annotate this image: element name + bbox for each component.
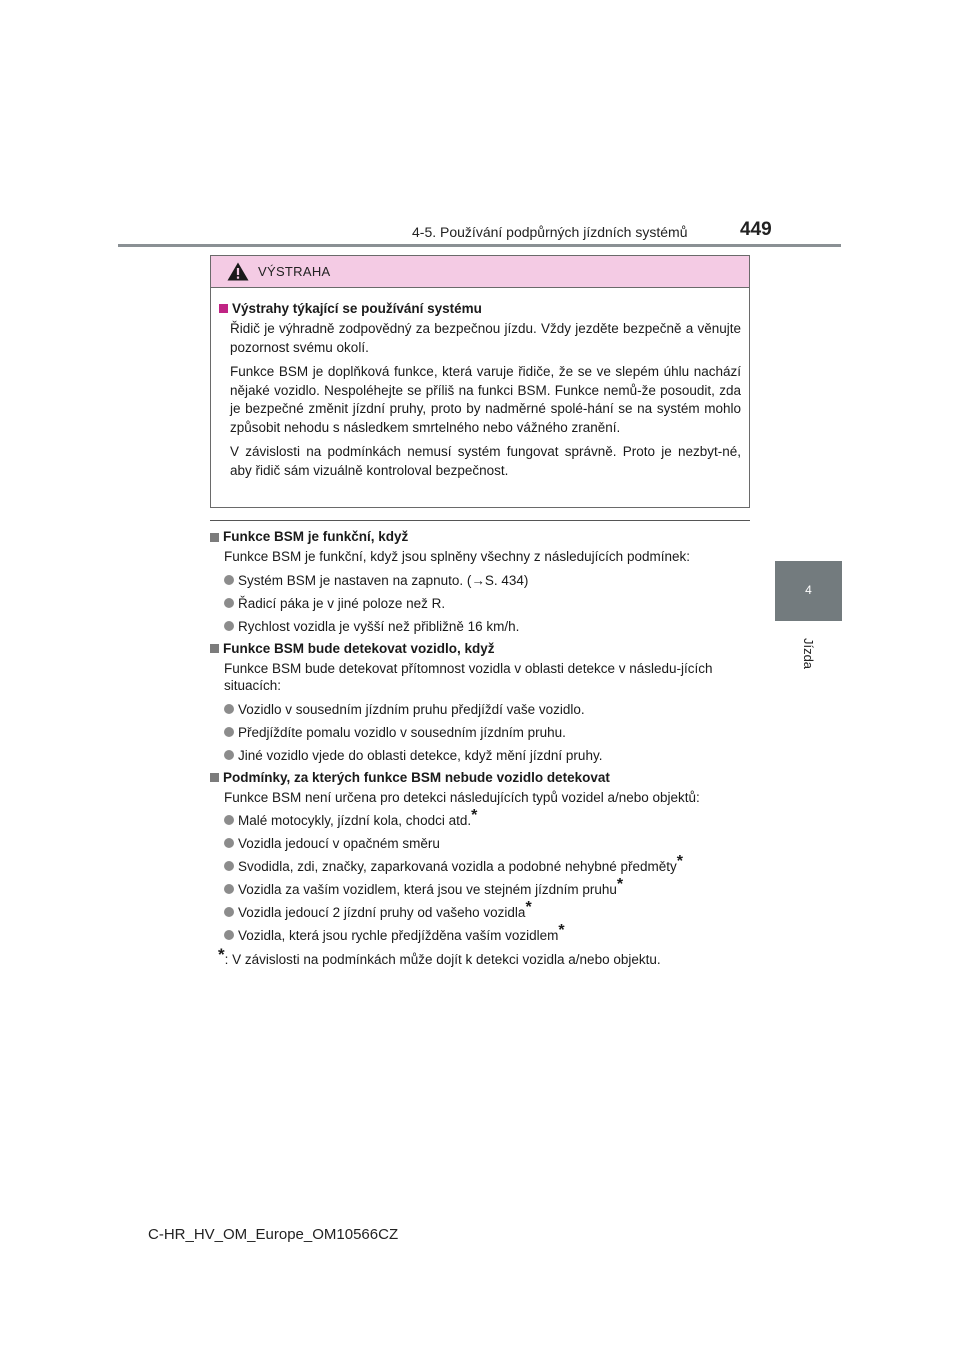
bullet-dot-icon — [224, 621, 234, 631]
section-heading — [210, 769, 752, 787]
list-item — [210, 876, 752, 898]
section-heading-text: Funkce BSM je funkční, když — [223, 529, 409, 544]
page-number: 449 — [740, 219, 772, 240]
warning-paragraph: Funkce BSM je doplňková funkce, která varuje řidiče, že se ve slepém úhlu nachází nějaké vozidlo. Nespoléhejte se příliš na funkci BSM. Funkce nemů-že posoudit, zda je bezpečné změnit jízdní pruhy, proto by nadměrné spolé-hání se na systém mohlo způsobit nehodu s následkem smrtelného nebo vážného zranění. — [230, 364, 741, 435]
chapter-tab — [775, 561, 842, 621]
square-bullet-icon — [210, 533, 219, 542]
list-item — [210, 701, 752, 718]
warning-title: VÝSTRAHA — [258, 264, 331, 279]
list-item — [210, 922, 752, 944]
list-item — [210, 618, 752, 635]
list-item-text: Jiné vozidlo vjede do oblasti detekce, když mění jízdní pruhy. — [238, 747, 603, 763]
footnote-mark: * — [525, 899, 532, 916]
warning-paragraph: V závislosti na podmínkách nemusí systém fungovat správně. Proto je nezbyt-né, aby řidič sám vizuálně kontroloval bezpečnost. — [230, 444, 741, 478]
square-bullet-icon — [210, 644, 219, 653]
list-item-text: Systém BSM je nastaven na zapnuto. (→S. 434) — [238, 572, 529, 588]
section-intro: Funkce BSM je funkční, když jsou splněny všechny z následujících podmínek: — [224, 549, 690, 564]
list-item — [210, 853, 752, 875]
list-item — [210, 724, 752, 741]
bullet-dot-icon — [224, 884, 234, 894]
list-item-text: Rychlost vozidla je vyšší než přibližně 16 km/h. — [238, 618, 520, 634]
list-item-text: Vozidla, která jsou rychle předjížděna vaším vozidlem — [238, 928, 559, 943]
section-heading-text: Podmínky, za kterých funkce BSM nebude vozidlo detekovat — [223, 769, 610, 785]
bullet-dot-icon — [224, 727, 234, 737]
chapter-label: Jízda — [800, 637, 816, 669]
footnote-mark: * — [471, 807, 478, 824]
warning-triangle-icon — [227, 262, 249, 281]
section-heading — [210, 528, 752, 546]
list-item — [210, 747, 752, 764]
list-item — [210, 807, 752, 829]
list-item-text: Řadicí páka je v jiné poloze než R. — [238, 595, 446, 611]
list-item — [210, 595, 752, 612]
footer-doc-id: C-HR_HV_OM_Europe_OM10566CZ — [148, 1226, 399, 1243]
section-intro: Funkce BSM není určena pro detekci následujících typů vozidel a/nebo objektů: — [224, 789, 700, 805]
warning-body — [211, 288, 749, 480]
bullet-dot-icon — [224, 815, 234, 825]
section-heading — [210, 640, 752, 658]
bullet-dot-icon — [224, 598, 234, 608]
list-item-text: Předjíždíte pomalu vozidlo v sousedním jízdním pruhu. — [238, 724, 566, 740]
warning-box — [210, 255, 750, 508]
list-item-text: Malé motocykly, jízdní kola, chodci atd. — [238, 813, 472, 828]
list-item — [210, 572, 752, 589]
list-item — [210, 899, 752, 921]
bullet-dot-icon — [224, 907, 234, 917]
chapter-label-wrap — [775, 624, 842, 682]
bullet-dot-icon — [224, 930, 234, 940]
header-section-title: 4-5. Používání podpůrných jízdních systémů — [412, 224, 688, 240]
square-bullet-icon — [219, 304, 228, 313]
footnote-mark: * — [616, 876, 624, 893]
warning-header — [211, 256, 749, 288]
list-item — [210, 835, 752, 852]
bullet-dot-icon — [224, 750, 234, 760]
bullet-dot-icon — [224, 861, 234, 871]
footnote — [210, 945, 752, 968]
square-bullet-icon — [210, 773, 219, 782]
footnote-text: : V závislosti na podmínkách může dojít k detekci vozidla a/nebo objektu. — [224, 952, 661, 967]
list-item-text: Vozidlo v sousedním jízdním pruhu předjíždí vaše vozidlo. — [238, 701, 585, 717]
list-item-text: Vozidla jedoucí 2 jízdní pruhy od vašeho vozidla — [238, 905, 526, 920]
bullet-dot-icon — [224, 838, 234, 848]
footnote-mark: * — [218, 945, 225, 964]
header-rule — [118, 244, 841, 247]
content — [210, 528, 752, 968]
warning-subheading-text: Výstrahy týkající se používání systému — [232, 301, 482, 316]
warning-paragraph: Řidič je výhradně zodpovědný za bezpečnou jízdu. Vždy jezděte bezpečně a věnujte pozornost svému okolí. — [230, 321, 741, 355]
list-item-text: Vozidla za vaším vozidlem, která jsou ve stejném jízdním pruhu — [238, 882, 617, 897]
warning-subheading — [219, 300, 741, 317]
section-intro: Funkce BSM bude detekovat přítomnost vozidla v oblasti detekce v následu-jících situacích: — [224, 660, 713, 693]
bullet-dot-icon — [224, 575, 234, 585]
footnote-mark: * — [676, 853, 684, 870]
content-rule — [210, 520, 750, 521]
section-heading-text: Funkce BSM bude detekovat vozidlo, když — [223, 640, 495, 656]
footnote-mark: * — [558, 922, 565, 939]
bullet-dot-icon — [224, 704, 234, 714]
list-item-text: Svodidla, zdi, značky, zaparkovaná vozidla a podobné nehybné předměty — [238, 859, 677, 874]
list-item-text: Vozidla jedoucí v opačném směru — [238, 836, 440, 851]
chapter-number: 4 — [805, 583, 812, 597]
